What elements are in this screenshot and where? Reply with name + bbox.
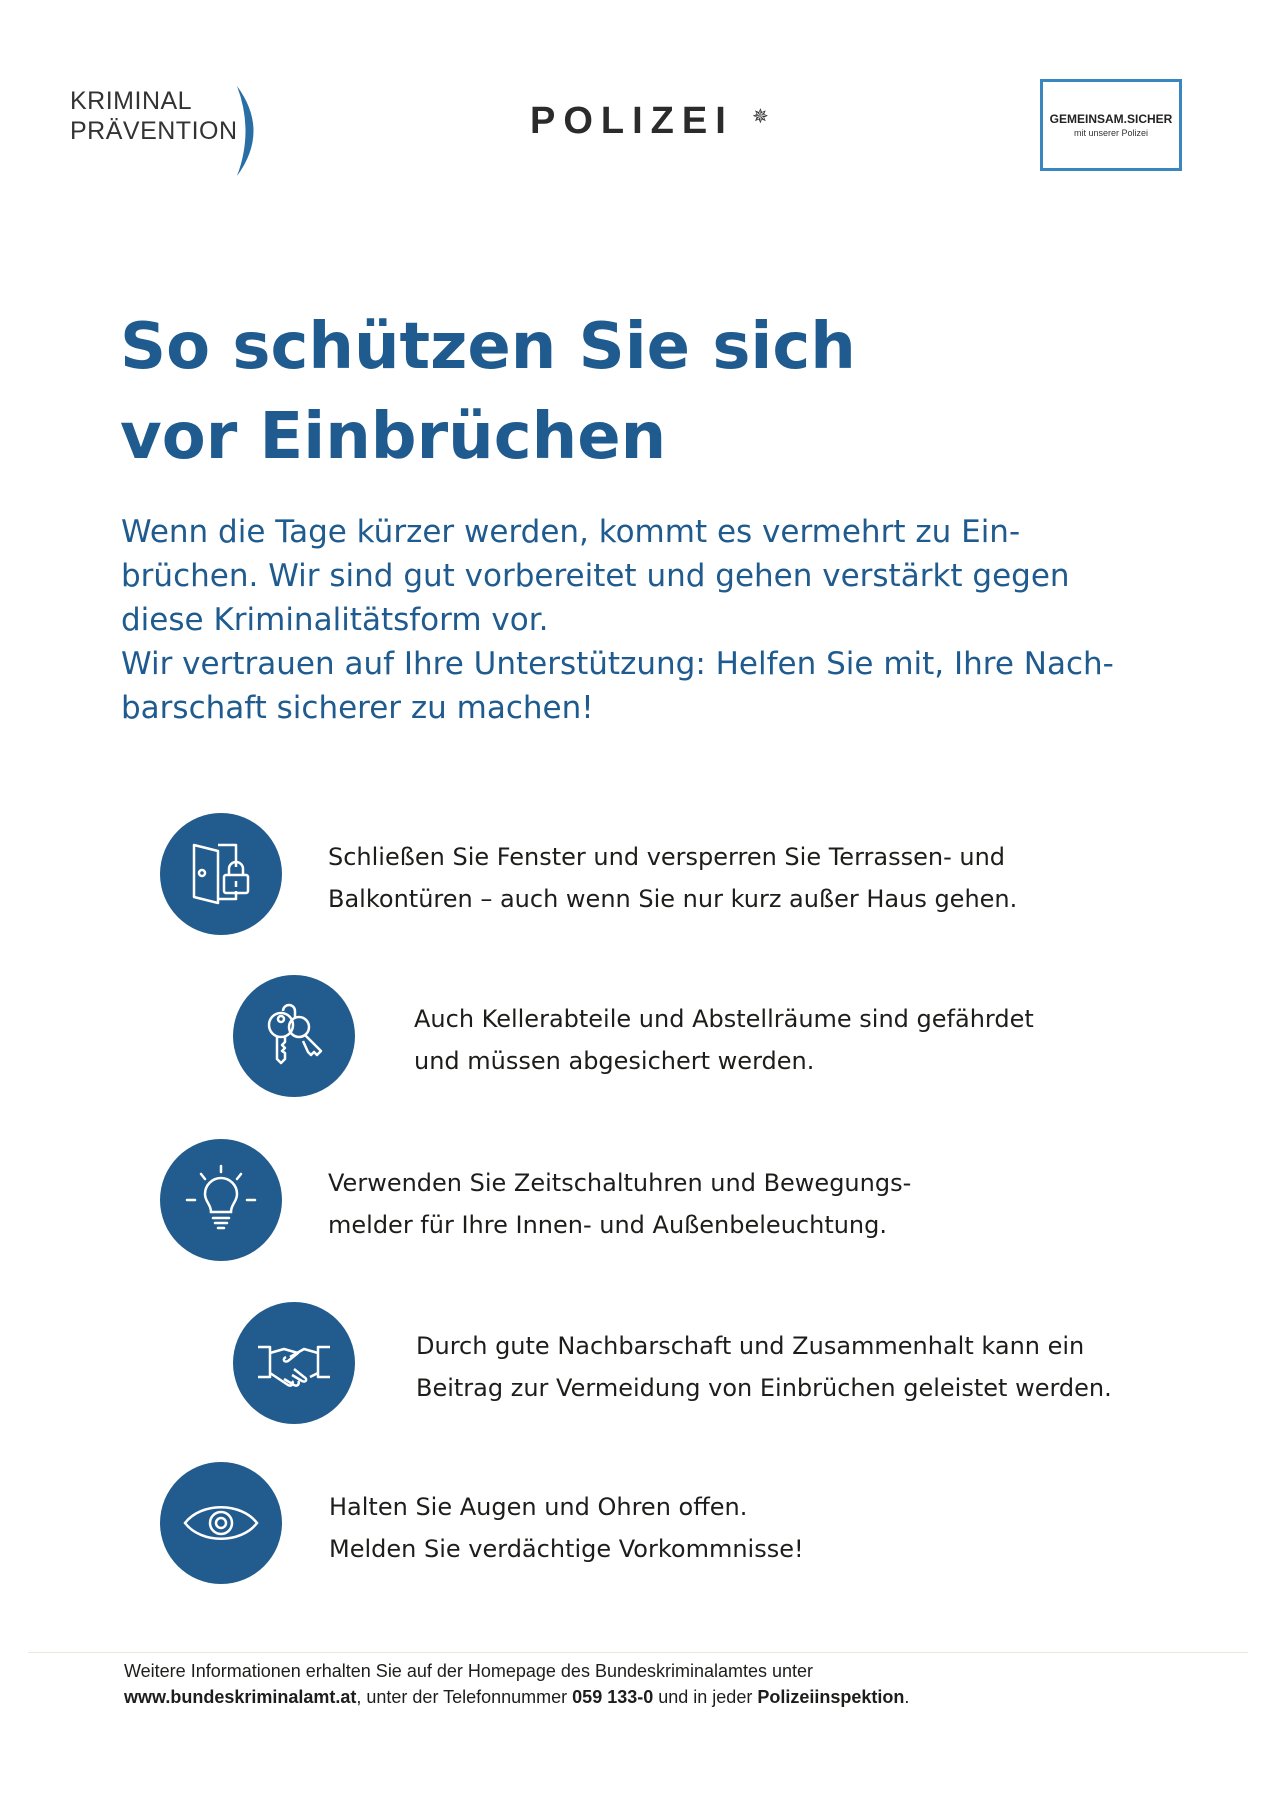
tip-4-line2: Beitrag zur Vermeidung von Einbrüchen geleistet werden. [416,1374,1112,1402]
intro-paragraph-2: Wir vertrauen auf Ihre Unterstützung: Helfen Sie mit, Ihre Nach- barschaft sicherer zu machen! [121,646,1114,726]
phone-number: 059 133-0 [572,1687,654,1707]
polizei-logo: POLIZEI [530,100,734,142]
intro-text [121,510,1181,730]
office-name: Polizeiinspektion [757,1687,905,1707]
tip-5-line2: Melden Sie verdächtige Vorkommnisse! [329,1535,804,1563]
footer-text: , unter der Telefonnummer [356,1687,573,1707]
logo-arc-icon [232,86,272,176]
logo-line1: KRIMINAL [70,87,193,115]
tip-2-line1: Auch Kellerabteile und Abstellräume sind gefährdet [414,1005,1034,1033]
footer-line1: Weitere Informationen erhalten Sie auf der Homepage des Bundeskriminalamtes unter [124,1661,814,1681]
tip-1-line1: Schließen Sie Fenster und versperren Sie Terrassen- und [328,843,1006,871]
intro-paragraph-1: Wenn die Tage kürzer werden, kommt es vermehrt zu Ein- brüchen. Wir sind gut vorbereitet und gehen verstärkt gegen diese Kriminalitätsform vor. [121,514,1070,638]
tip-4-line1: Durch gute Nachbarschaft und Zusammenhalt kann ein [416,1332,1085,1360]
gemeinsam-sicher-badge [1040,79,1182,171]
tip-3-line1: Verwenden Sie Zeitschaltuhren und Bewegungs- [328,1169,912,1197]
tip-2-line2: und müssen abgesichert werden. [414,1047,815,1075]
logo-line2: PRÄVENTION [70,117,238,145]
page-title [120,302,856,482]
kriminalpraevention-logo [70,86,238,146]
title-line2: vor Einbrüchen [120,400,667,474]
footer-divider [28,1652,1248,1653]
title-line1: So schützen Sie sich [120,310,856,384]
eagle-emblem-icon: ✵ [752,104,769,128]
footer-info [124,1658,909,1710]
tip-4 [416,1325,1112,1409]
eye-icon [160,1462,282,1584]
tip-2 [414,998,1034,1082]
tip-1 [328,836,1017,920]
website-link[interactable]: www.bundeskriminalamt.at [124,1687,357,1707]
footer-line2 [124,1684,909,1710]
lightbulb-icon [160,1139,282,1261]
tip-5-line1: Halten Sie Augen und Ohren offen. [329,1493,748,1521]
door-lock-icon [160,813,282,935]
tip-3-line2: melder für Ihre Innen- und Außenbeleuchtung. [328,1211,888,1239]
badge-subtitle: mit unserer Polizei [1073,128,1149,138]
handshake-icon [233,1302,355,1424]
badge-title: GEMEINSAM.SICHER [1049,112,1173,126]
keys-icon [233,975,355,1097]
footer-text: und in jeder [653,1687,758,1707]
tip-5 [329,1486,804,1570]
tip-1-line2: Balkontüren – auch wenn Sie nur kurz außer Haus gehen. [328,885,1018,913]
tip-3 [328,1162,911,1246]
footer-text: . [904,1687,910,1707]
